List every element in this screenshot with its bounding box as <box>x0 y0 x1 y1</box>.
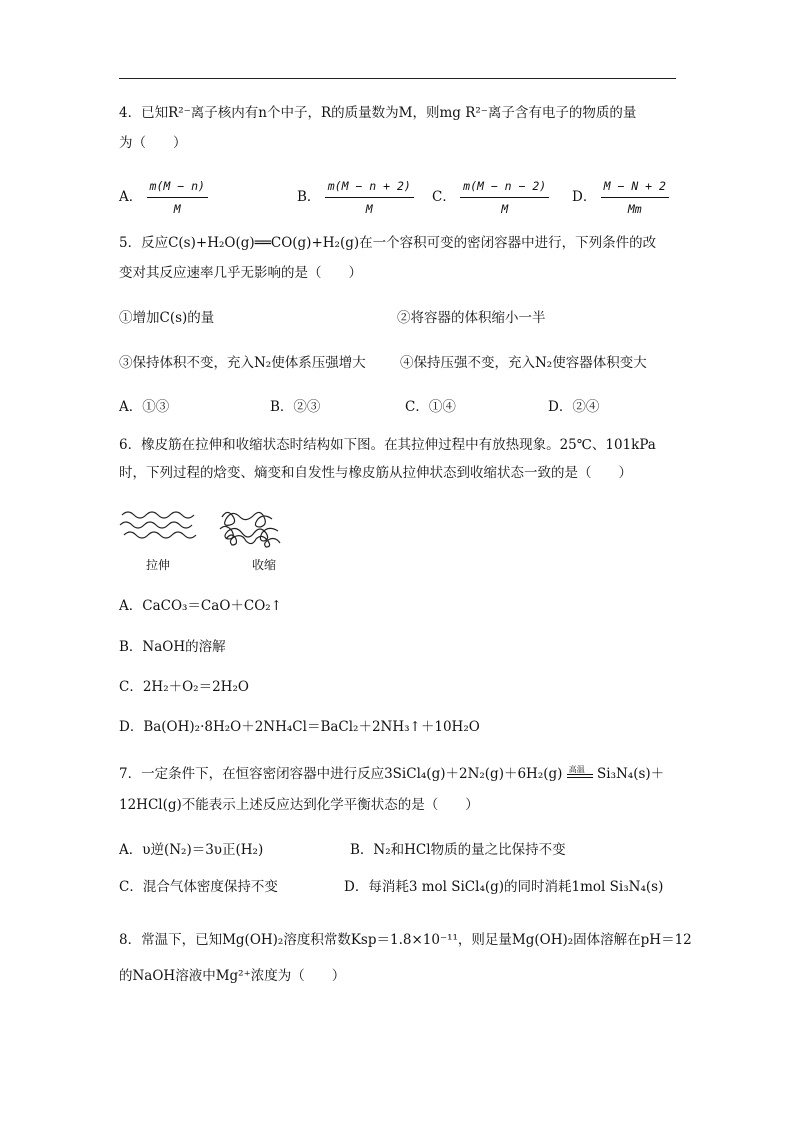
q6-option-c[interactable]: C．2H₂＋O₂＝2H₂O <box>119 679 249 695</box>
q5-option-a[interactable]: A．①③ <box>119 399 170 415</box>
q8-stem-line2: 的NaOH溶液中Mg²⁺浓度为（ ） <box>119 968 346 984</box>
q4-stem-line2: 为（ ） <box>119 135 187 151</box>
fraction: $\frac{M - N + 2}{Mm}$ <box>601 176 669 219</box>
q7-option-c[interactable]: C．混合气体密度保持不变 <box>119 879 278 895</box>
q5-condition-3: ③保持体积不变，充入N₂使体系压强增大 <box>119 355 366 371</box>
q7-option-a[interactable]: A．υ逆(N₂)＝3υ正(H₂) <box>119 842 264 858</box>
q4-option-d[interactable]: D． $\frac{M - N + 2}{Mm}$ <box>572 176 669 219</box>
q5-condition-4: ④保持压强不变，充入N₂使容器体积变大 <box>400 355 647 371</box>
figure-label-shrink: 收缩 <box>252 558 277 572</box>
fraction: $\frac{m(M - n + 2)}{M}$ <box>325 176 414 219</box>
q6-stem-line2: 时，下列过程的焓变、熵变和自发性与橡皮筋从拉伸状态到收缩状态一致的是（ ） <box>119 465 632 481</box>
q8-stem-line1: 8．常温下，已知Mg(OH)₂溶度积常数Ksp＝1.8×10⁻¹¹，则足量Mg(OH)₂固体溶解在pH＝12 <box>119 932 692 948</box>
q5-condition-2: ②将容器的体积缩小一半 <box>397 310 546 326</box>
q6-option-d[interactable]: D．Ba(OH)₂·8H₂O＋2NH₄Cl＝BaCl₂＋2NH₃↑＋10H₂O <box>119 719 480 735</box>
q4-option-b[interactable]: B． $\frac{m(M - n + 2)}{M}$ <box>297 176 414 219</box>
rubber-band-figure <box>118 505 308 555</box>
reaction-condition-arrow: 高温 <box>567 768 593 782</box>
q5-stem-line2: 变对其反应速率几乎无影响的是（ ） <box>119 265 362 281</box>
q7-stem-line1: 7．一定条件下，在恒容密闭容器中进行反应3SiCl₄(g)＋2N₂(g)＋6H₂(g) 高温 Si₃N₄(s)＋ <box>119 764 665 782</box>
q4-option-c[interactable]: C． $\frac{m(M - n - 2)}{M}$ <box>432 176 549 219</box>
q5-condition-1: ①增加C(s)的量 <box>119 310 215 326</box>
fraction: $\frac{m(M - n - 2)}{M}$ <box>460 176 549 219</box>
q5-option-c[interactable]: C．①④ <box>405 399 456 415</box>
q7-stem-line2: 12HCl(g)不能表示上述反应达到化学平衡状态的是（ ） <box>119 797 479 813</box>
header-rule <box>119 78 676 79</box>
shrunk-chains <box>220 512 280 547</box>
q5-option-b[interactable]: B．②③ <box>270 399 321 415</box>
figure-label-stretch: 拉伸 <box>146 558 171 572</box>
q5-stem-line1: 5．反应C(s)+H₂O(g)══CO(g)+H₂(g)在一个容积可变的密闭容器中进行，下列条件的改 <box>119 235 657 251</box>
q4-option-a[interactable]: A． $\frac{m(M - n)}{M}$ <box>119 176 208 219</box>
q7-option-d[interactable]: D．每消耗3 mol SiCl₄(g)的同时消耗1mol Si₃N₄(s) <box>344 879 664 895</box>
stretched-chains <box>120 512 196 538</box>
q7-option-b[interactable]: B．N₂和HCl物质的量之比保持不变 <box>350 842 566 858</box>
q6-stem-line1: 6．橡皮筋在拉伸和收缩状态时结构如下图。在其拉伸过程中有放热现象。25℃、101kPa <box>119 437 656 453</box>
q5-option-d[interactable]: D．②④ <box>548 399 600 415</box>
q6-option-a[interactable]: A．CaCO₃＝CaO＋CO₂↑ <box>119 598 283 614</box>
fraction: $\frac{m(M - n)}{M}$ <box>147 176 208 219</box>
q6-option-b[interactable]: B．NaOH的溶解 <box>119 639 226 655</box>
q4-stem-line1: 4．已知R²⁻离子核内有n个中子，R的质量数为M，则mg R²⁻离子含有电子的物质的量 <box>119 105 637 121</box>
